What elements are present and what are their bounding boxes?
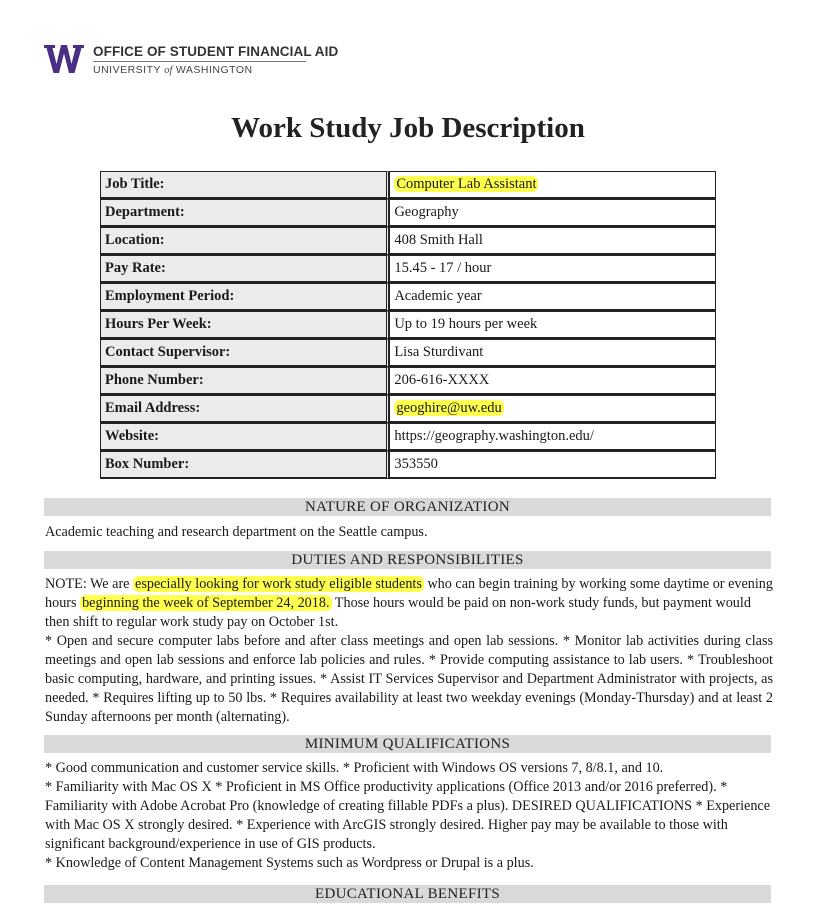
job-info-row xyxy=(100,311,716,339)
job-info-table xyxy=(100,171,716,479)
job-info-value xyxy=(389,171,716,199)
highlight-start-date: beginning the week of September 24, 2018. xyxy=(82,595,330,611)
job-info-value: 15.45 - 17 / hour xyxy=(389,255,716,283)
highlighted-value: geoghire@uw.edu xyxy=(396,400,502,416)
duties-list: * Open and secure computer labs before and after class meetings and open lab sessions. * Monitor lab activities during class meetings and open lab sessions and enforce lab policies and rules. * Provide computing assistance to lab users. * Troubleshoot basic computing, hardware, and printing issues. * Assist IT Services Supervisor and Department Administrator with projects, as needed. * Requires lifting up to 50 lbs. * Requires availability at least two weekday evenings (Monday-Thursday) and at least 2 Sunday afternoons per month (alternating). xyxy=(45,633,773,725)
section-heading-benefits: EDUCATIONAL BENEFITS xyxy=(44,885,771,903)
qualifications-line-1: * Good communication and customer service skills. * Proficient with Windows OS versions 7, 8/8.1, and 10. xyxy=(45,760,664,776)
job-info-value: Lisa Sturdivant xyxy=(389,339,716,367)
job-info-label: Job Title: xyxy=(100,171,389,199)
job-info-value: https://geography.washington.edu/ xyxy=(389,423,716,451)
job-info-label: Department: xyxy=(100,199,389,227)
job-info-row xyxy=(100,171,716,199)
job-info-label: Email Address: xyxy=(100,395,389,423)
nature-text: Academic teaching and research department on the Seattle campus. xyxy=(45,524,428,540)
job-info-label: Employment Period: xyxy=(100,283,389,311)
section-heading-qualifications: MINIMUM QUALIFICATIONS xyxy=(44,735,771,753)
job-info-label: Website: xyxy=(100,423,389,451)
job-info-value: 353550 xyxy=(389,451,716,479)
highlight-eligible-students: especially looking for work study eligible students xyxy=(135,576,422,592)
job-info-row xyxy=(100,255,716,283)
job-info-label: Contact Supervisor: xyxy=(100,339,389,367)
university-name: UNIVERSITY of WASHINGTON xyxy=(93,64,253,76)
page-title: Work Study Job Description xyxy=(231,112,585,144)
job-info-row xyxy=(100,227,716,255)
job-info-value: 408 Smith Hall xyxy=(389,227,716,255)
job-info-value: Geography xyxy=(389,199,716,227)
job-info-row xyxy=(100,423,716,451)
job-info-label: Pay Rate: xyxy=(100,255,389,283)
job-info-row xyxy=(100,199,716,227)
job-info-row xyxy=(100,283,716,311)
job-info-row xyxy=(100,339,716,367)
job-info-row xyxy=(100,451,716,479)
qualifications-line-3: * Knowledge of Content Management Systems such as Wordpress or Drupal is a plus. xyxy=(45,855,534,871)
uw-w-logo-icon xyxy=(44,44,84,74)
logo-divider xyxy=(93,61,306,62)
duties-note: NOTE: We are especially looking for work study eligible students who can begin training by working some daytime or evening hours beginning the week of September 24, 2018. Those hours would be paid on non-work study funds, but payment would then shift to regular work study pay on October 1st. xyxy=(45,576,773,630)
section-heading-duties: DUTIES AND RESPONSIBILITIES xyxy=(44,551,771,569)
job-info-value: Academic year xyxy=(389,283,716,311)
section-heading-nature: NATURE OF ORGANIZATION xyxy=(44,498,771,516)
job-info-label: Hours Per Week: xyxy=(100,311,389,339)
qualifications-line-2: * Familiarity with Mac OS X * Proficient in MS Office productivity applications (Office 2013 and/or 2016 preferred). * Familiarity with Adobe Acrobat Pro (knowledge of creating fillable PDFs a plus). DESIRED QUALIFICATIONS * Experience with Mac OS X strongly desired. * Experience with ArcGIS strongly desired. Higher pay may be available to those with significant background/experience in use of GIS products. xyxy=(45,779,771,852)
highlighted-value: Computer Lab Assistant xyxy=(396,176,537,192)
job-info-label: Phone Number: xyxy=(100,367,389,395)
job-info-value: Up to 19 hours per week xyxy=(389,311,716,339)
job-info-label: Location: xyxy=(100,227,389,255)
job-info-value: 206-616-XXXX xyxy=(389,367,716,395)
job-info-value xyxy=(389,395,716,423)
office-name: OFFICE OF STUDENT FINANCIAL AID xyxy=(93,44,339,59)
job-info-label: Box Number: xyxy=(100,451,389,479)
job-info-row xyxy=(100,395,716,423)
job-info-row xyxy=(100,367,716,395)
uw-sfa-logo xyxy=(44,42,339,80)
